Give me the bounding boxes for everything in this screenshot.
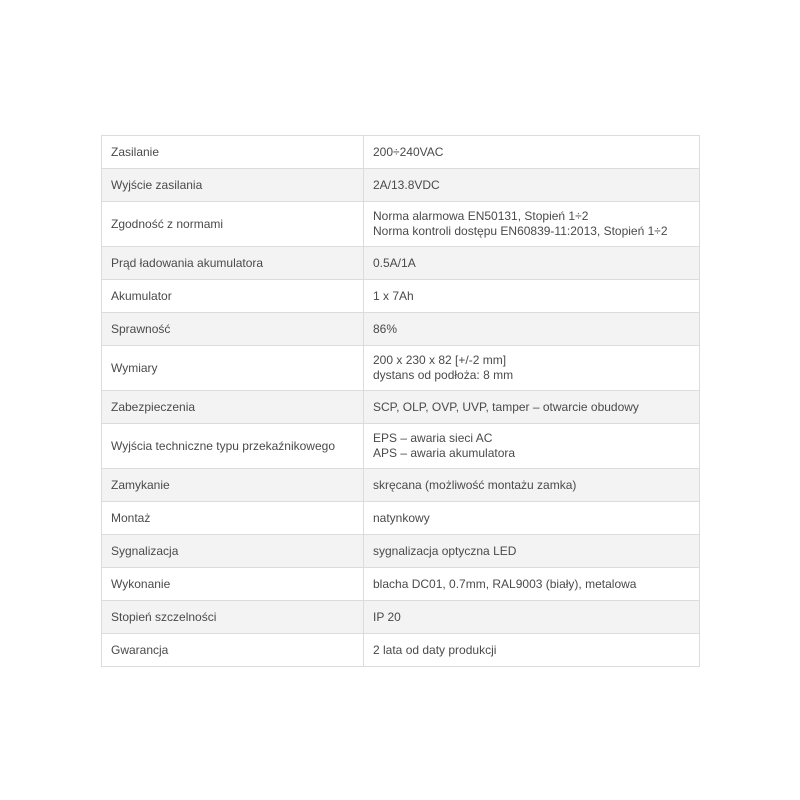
spec-value	[364, 601, 700, 634]
spec-value-line: 1 x 7Ah	[373, 288, 414, 303]
table-row	[102, 568, 700, 601]
spec-label: Zamykanie	[102, 469, 364, 502]
table-row	[102, 247, 700, 280]
spec-value-line: 2 lata od daty produkcji	[373, 642, 497, 657]
table-row	[102, 424, 700, 469]
table-row	[102, 346, 700, 391]
spec-value-line: blacha DC01, 0.7mm, RAL9003 (biały), metalowa	[373, 576, 637, 591]
spec-value-line: 2A/13.8VDC	[373, 177, 440, 192]
spec-value	[364, 634, 700, 667]
spec-label: Gwarancja	[102, 634, 364, 667]
table-row	[102, 634, 700, 667]
spec-label: Prąd ładowania akumulatora	[102, 247, 364, 280]
spec-value	[364, 502, 700, 535]
spec-value	[364, 136, 700, 169]
spec-value-line: Norma alarmowa EN50131, Stopień 1÷2	[373, 209, 589, 223]
spec-table	[101, 135, 700, 667]
spec-value-line: sygnalizacja optyczna LED	[373, 543, 517, 558]
spec-value	[364, 424, 700, 469]
table-row	[102, 469, 700, 502]
spec-label: Sprawność	[102, 313, 364, 346]
spec-value-line: APS – awaria akumulatora	[373, 446, 516, 460]
spec-label: Sygnalizacja	[102, 535, 364, 568]
spec-value	[364, 346, 700, 391]
spec-value	[364, 535, 700, 568]
table-row	[102, 601, 700, 634]
spec-label: Montaż	[102, 502, 364, 535]
spec-value-line: skręcana (możliwość montażu zamka)	[373, 477, 577, 492]
spec-label: Zasilanie	[102, 136, 364, 169]
spec-value-line: Norma kontroli dostępu EN60839-11:2013, Stopień 1÷2	[373, 224, 668, 238]
table-row	[102, 502, 700, 535]
spec-value	[364, 469, 700, 502]
spec-label: Wyjście zasilania	[102, 169, 364, 202]
spec-value-line: IP 20	[373, 609, 401, 624]
table-row	[102, 535, 700, 568]
spec-value-line: SCP, OLP, OVP, UVP, tamper – otwarcie obudowy	[373, 399, 639, 414]
spec-value	[364, 247, 700, 280]
table-row	[102, 136, 700, 169]
spec-value-line: 200÷240VAC	[373, 144, 444, 159]
spec-label: Zgodność z normami	[102, 202, 364, 247]
spec-value-line: EPS – awaria sieci AC	[373, 431, 493, 445]
spec-value	[364, 280, 700, 313]
spec-label: Wymiary	[102, 346, 364, 391]
table-row	[102, 313, 700, 346]
spec-value-line: 200 x 230 x 82 [+/-2 mm]	[373, 353, 507, 367]
spec-value-line: 86%	[373, 321, 398, 336]
spec-label: Zabezpieczenia	[102, 391, 364, 424]
table-row	[102, 169, 700, 202]
spec-label: Akumulator	[102, 280, 364, 313]
spec-label: Stopień szczelności	[102, 601, 364, 634]
spec-value-line: dystans od podłoża: 8 mm	[373, 368, 514, 382]
table-row	[102, 202, 700, 247]
spec-value	[364, 568, 700, 601]
spec-value-line: natynkowy	[373, 510, 430, 525]
spec-value	[364, 313, 700, 346]
table-row	[102, 391, 700, 424]
spec-value	[364, 169, 700, 202]
spec-value	[364, 391, 700, 424]
table-row	[102, 280, 700, 313]
spec-label: Wyjścia techniczne typu przekaźnikowego	[102, 424, 364, 469]
spec-value-line: 0.5A/1A	[373, 255, 416, 270]
spec-value	[364, 202, 700, 247]
spec-label: Wykonanie	[102, 568, 364, 601]
